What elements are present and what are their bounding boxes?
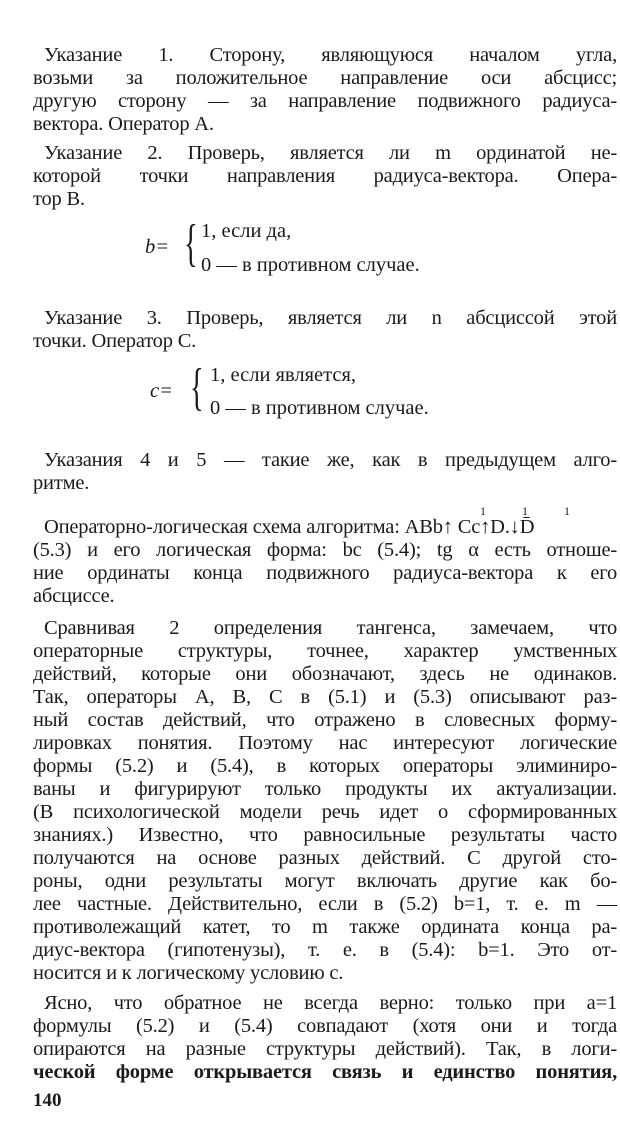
formula-b-var: b=	[145, 236, 170, 258]
text-line: Указание 1. Сторону, являющуюся началом угла,	[44, 44, 617, 66]
page-number: 140	[33, 1090, 62, 1111]
text-line: тор B.	[33, 188, 85, 210]
text-line: абсциссе.	[33, 585, 115, 607]
text-line: Указание 3. Проверь, является ли n абсциссой этой	[44, 307, 617, 329]
text-line: ваны и фигурируют только продукты их актуализации.	[33, 778, 617, 800]
text-line: которой точки направления радиуса-вектора. Опера-	[33, 165, 617, 187]
brace-icon: {	[190, 359, 204, 416]
text-line: формулы (5.2) и (5.4) совпадают (хотя они и тогда	[33, 1015, 617, 1037]
text-line: возьми за положительное направление оси абсцисс;	[33, 67, 617, 89]
text-line: ние ординаты конца подвижного радиуса-вектора к его	[33, 562, 617, 584]
text-line: носится и к логическому условию c.	[33, 962, 344, 984]
text-line: Операторно-логическая схема алгоритма: ABb↑ Cc↑D.↓D̄	[44, 516, 535, 538]
text-line: вектора. Оператор A.	[33, 113, 214, 135]
text-line: Сравнивая 2 определения тангенса, замечаем, что	[44, 617, 617, 639]
text-line: диус-вектора (гипотенузы), т. е. в (5.4): b=1. Это от-	[33, 939, 617, 961]
text-line: ный состав действий, что отражено в словесных форму-	[33, 709, 617, 731]
text-line: Так, операторы A, B, C в (5.1) и (5.3) описывают раз-	[33, 686, 617, 708]
scheme-superscripts: 1 1 1	[480, 504, 570, 518]
text-line: роны, одни результаты могут включать другие как бо-	[33, 870, 617, 892]
text-line: операторные структуры, точнее, характер умственных	[33, 640, 617, 662]
brace-icon: {	[184, 215, 198, 272]
text-line: лее частные. Действительно, если в (5.2) b=1, т. е. m —	[33, 893, 617, 915]
text-line: Указания 4 и 5 — такие же, как в предыдущем алго-	[44, 449, 617, 471]
text-line: ритме.	[33, 472, 90, 494]
formula-c-case1: 1, если является,	[210, 364, 356, 386]
formula-b-case1: 1, если да,	[201, 220, 292, 242]
text-line: опираются на разные структуры действий). Так, в логи-	[33, 1038, 617, 1060]
text-line: (В психологической модели речь идет о сформированных	[33, 801, 617, 823]
text-line: ческой форме открывается связь и единство понятия,	[33, 1061, 617, 1083]
text-line: получаются на основе разных действий. С другой сто-	[33, 847, 617, 869]
text-line: точки. Оператор C.	[33, 330, 197, 352]
text-line: (5.3) и его логическая форма: bc (5.4); tg α есть отноше-	[33, 539, 617, 561]
text-line: другую сторону — за направление подвижного радиуса-	[33, 90, 617, 112]
text-line: знаниях.) Известно, что равносильные результаты часто	[33, 824, 617, 846]
formula-c-case2: 0 — в противном случае.	[210, 397, 429, 419]
text-line: Ясно, что обратное не всегда верно: только при a=1	[44, 992, 617, 1014]
formula-c-var: c=	[150, 380, 173, 402]
text-line: лировках понятия. Поэтому нас интересуют логические	[33, 732, 617, 754]
text-line: противолежащий катет, то m также ордината конца ра-	[33, 916, 617, 938]
text-line: формы (5.2) и (5.4), в которых операторы элиминиро-	[33, 755, 617, 777]
text-line: Указание 2. Проверь, является ли m ординатой не-	[44, 142, 617, 164]
formula-b-case2: 0 — в противном случае.	[201, 254, 420, 276]
text-line: действий, которые они обозначают, здесь не одинаков.	[33, 663, 617, 685]
